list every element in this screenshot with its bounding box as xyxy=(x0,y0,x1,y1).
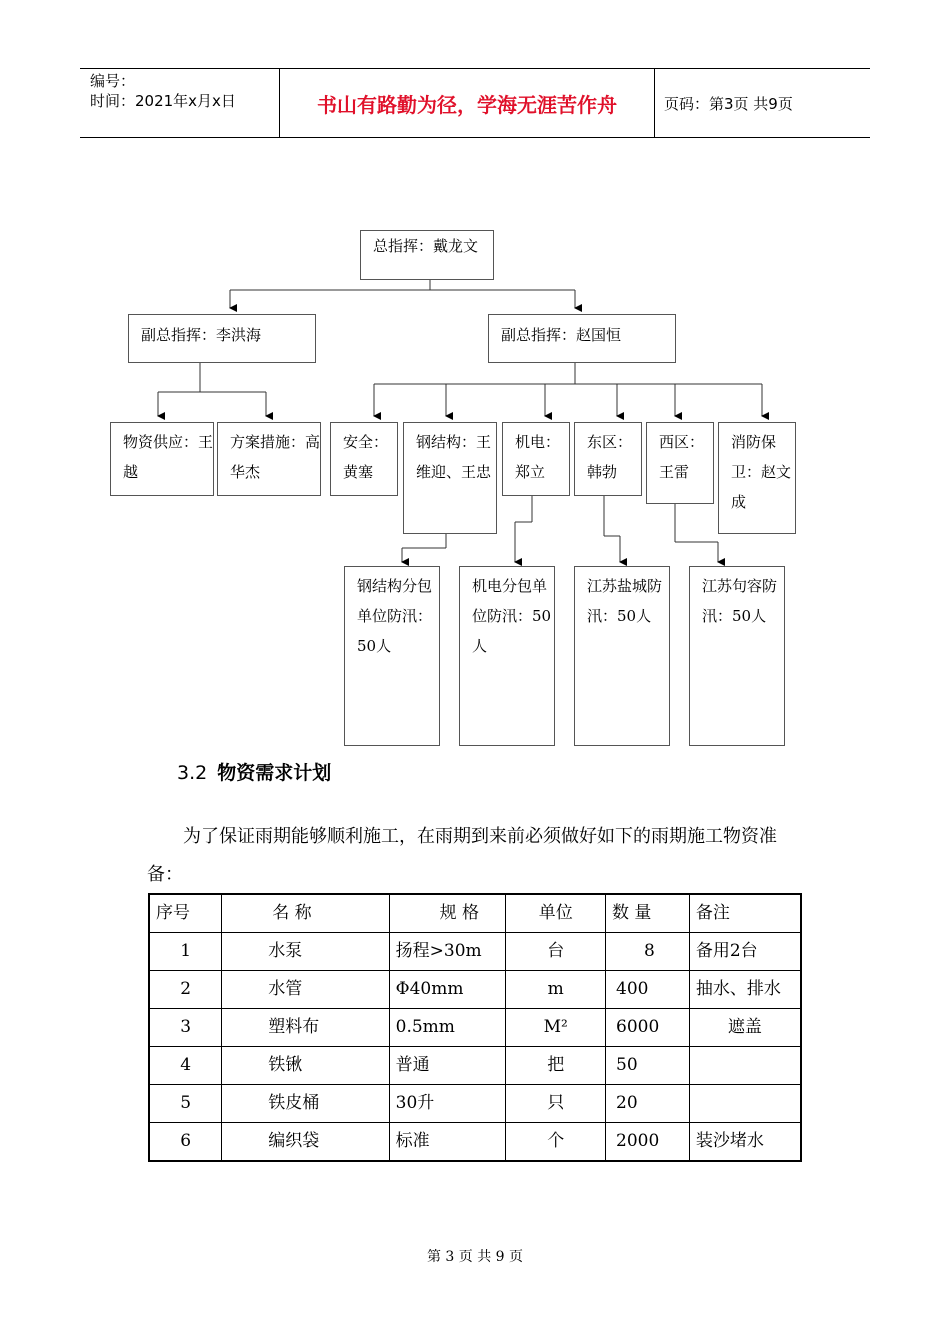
org-node-fire: 消防保卫：赵文成 xyxy=(718,422,796,534)
org-deputy-right: 副总指挥：赵国恒 xyxy=(488,314,676,363)
materials-table xyxy=(148,893,802,1162)
table-cell: 把 xyxy=(506,1047,606,1085)
table-cell: 编织袋 xyxy=(222,1123,389,1162)
table-cell: 备用2台 xyxy=(689,933,801,971)
table-cell: 2 xyxy=(149,971,222,1009)
table-row xyxy=(149,971,801,1009)
table-cell: M² xyxy=(506,1009,606,1047)
table-cell: 3 xyxy=(149,1009,222,1047)
table-row xyxy=(149,1009,801,1047)
table-cell: 铁锹 xyxy=(222,1047,389,1085)
table-header-cell: 单位 xyxy=(506,894,606,933)
table-cell xyxy=(689,1047,801,1085)
section-number: 3.2 xyxy=(177,762,208,784)
org-node-steel: 钢结构：王维迎、王忠 xyxy=(403,422,497,534)
table-cell: 1 xyxy=(149,933,222,971)
table-cell: 4 xyxy=(149,1047,222,1085)
number-label: 编号： xyxy=(90,72,136,90)
org-node-supply: 物资供应：王越 xyxy=(110,422,214,496)
table-cell: 400 xyxy=(606,971,690,1009)
table-cell: m xyxy=(506,971,606,1009)
org-sub-steel: 钢结构分包单位防汛：50人 xyxy=(344,566,440,746)
table-cell: Φ40mm xyxy=(389,971,506,1009)
table-cell: 台 xyxy=(506,933,606,971)
table-cell: 水管 xyxy=(222,971,389,1009)
table-row xyxy=(149,933,801,971)
table-header-cell: 规 格 xyxy=(389,894,506,933)
org-node-east: 东区：韩勃 xyxy=(574,422,642,496)
section-title: 物资需求计划 xyxy=(217,762,332,784)
time-label: 时间：2021年x月x日 xyxy=(90,92,236,110)
table-cell: 装沙堵水 xyxy=(689,1123,801,1162)
table-cell: 标准 xyxy=(389,1123,506,1162)
org-sub-electromech: 机电分包单位防汛：50人 xyxy=(459,566,555,746)
org-node-electromech: 机电：郑立 xyxy=(502,422,570,496)
org-deputy-left: 副总指挥：李洪海 xyxy=(128,314,316,363)
table-header-row xyxy=(149,894,801,933)
table-cell: 只 xyxy=(506,1085,606,1123)
page-footer: 第 3 页 共 9 页 xyxy=(426,1249,524,1265)
table-cell: 2000 xyxy=(606,1123,690,1162)
table-cell: 扬程>30m xyxy=(389,933,506,971)
table-cell: 抽水、排水 xyxy=(689,971,801,1009)
table-cell: 0.5mm xyxy=(389,1009,506,1047)
table-row xyxy=(149,1123,801,1162)
table-cell: 5 xyxy=(149,1085,222,1123)
table-cell xyxy=(689,1085,801,1123)
org-node-west: 西区：王雷 xyxy=(646,422,714,504)
table-header-cell: 数 量 xyxy=(606,894,690,933)
table-cell: 塑料布 xyxy=(222,1009,389,1047)
table-cell: 30升 xyxy=(389,1085,506,1123)
table-row xyxy=(149,1047,801,1085)
table-cell: 遮盖 xyxy=(689,1009,801,1047)
header-page-info: 页码：第3页 共9页 xyxy=(664,94,793,113)
table-cell: 50 xyxy=(606,1047,690,1085)
org-top-commander: 总指挥：戴龙文 xyxy=(360,230,494,280)
table-cell: 个 xyxy=(506,1123,606,1162)
org-sub-yancheng: 江苏盐城防汛：50人 xyxy=(574,566,670,746)
org-node-safety: 安全：黄塞 xyxy=(330,422,398,496)
table-header-cell: 备注 xyxy=(689,894,801,933)
table-cell: 普通 xyxy=(389,1047,506,1085)
table-cell: 水泵 xyxy=(222,933,389,971)
org-node-plan: 方案措施：高华杰 xyxy=(217,422,321,496)
materials-table-body xyxy=(149,894,801,1161)
table-header-cell: 序号 xyxy=(149,894,222,933)
header-motto: 书山有路勤为径，学海无涯苦作舟 xyxy=(280,69,655,137)
table-row xyxy=(149,1085,801,1123)
intro-paragraph: 为了保证雨期能够顺利施工，在雨期到来前必须做好如下的雨期施工物资准备： xyxy=(147,826,777,885)
table-cell: 铁皮桶 xyxy=(222,1085,389,1123)
table-cell: 8 xyxy=(606,933,690,971)
table-cell: 6 xyxy=(149,1123,222,1162)
table-cell: 6000 xyxy=(606,1009,690,1047)
table-cell: 20 xyxy=(606,1085,690,1123)
org-sub-jurong: 江苏句容防汛：50人 xyxy=(689,566,785,746)
section-heading xyxy=(177,758,331,785)
table-header-cell: 名 称 xyxy=(222,894,389,933)
